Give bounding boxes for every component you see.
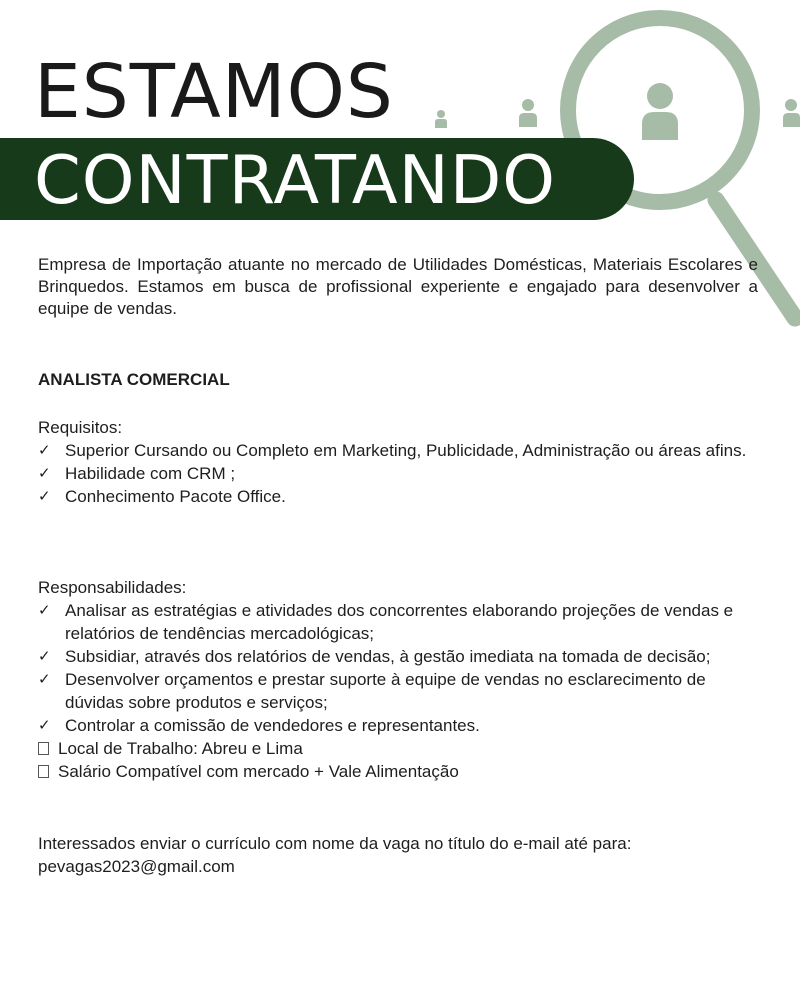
contact-email[interactable]: pevagas2023@gmail.com: [38, 857, 235, 876]
list-item: ✓ Superior Cursando ou Completo em Marketing, Publicidade, Administração ou áreas afins.: [38, 441, 747, 460]
check-icon: ✓: [38, 601, 51, 619]
contact-section: [38, 832, 758, 878]
box-icon: [38, 742, 49, 755]
list-item: ✓ Analisar as estratégias e atividades dos concorrentes elaborando projeções de vendas e relatórios de tendências mercadológicas;: [38, 601, 734, 643]
person-icon: [435, 110, 447, 128]
check-icon: ✓: [38, 716, 51, 734]
headline-contratando: CONTRATANDO: [34, 141, 557, 219]
responsibilities-section: [38, 576, 758, 783]
person-icon: [783, 99, 800, 127]
requirements-section: [38, 416, 758, 508]
box-icon: [38, 765, 49, 778]
requirements-list: [38, 439, 758, 508]
check-icon: ✓: [38, 487, 51, 505]
list-item: Salário Compatível com mercado + Vale Alimentação: [38, 760, 758, 783]
check-icon: ✓: [38, 464, 51, 482]
person-icon: [519, 99, 537, 127]
intro-paragraph: Empresa de Importação atuante no mercado de Utilidades Domésticas, Materiais Escolares e Brinquedos. Estamos em busca de profissional experiente e engajado para desenvolver a equipe de vendas.: [38, 255, 758, 318]
list-item: ✓ Desenvolver orçamentos e prestar suporte à equipe de vendas no esclarecimento de dúvidas sobre produtos e serviços;: [38, 670, 706, 712]
headline-estamos: ESTAMOS: [34, 49, 394, 135]
check-icon: ✓: [38, 670, 51, 688]
list-item: ✓ Subsidiar, através dos relatórios de vendas, à gestão imediata na tomada de decisão;: [38, 647, 711, 666]
person-icon: [642, 83, 678, 140]
responsibilities-label: Responsabilidades:: [38, 578, 187, 597]
list-item: Local de Trabalho: Abreu e Lima: [38, 737, 758, 760]
responsibilities-list: [38, 599, 758, 783]
requirements-label: Requisitos:: [38, 418, 123, 437]
check-icon: ✓: [38, 647, 51, 665]
list-item: ✓ Conhecimento Pacote Office.: [38, 487, 286, 506]
check-icon: ✓: [38, 441, 51, 459]
list-item: ✓ Habilidade com CRM ;: [38, 464, 236, 483]
list-item: ✓ Controlar a comissão de vendedores e representantes.: [38, 716, 480, 735]
job-title: ANALISTA COMERCIAL: [38, 370, 230, 389]
contact-text: Interessados enviar o currículo com nome da vaga no título do e-mail até para:: [38, 834, 632, 853]
